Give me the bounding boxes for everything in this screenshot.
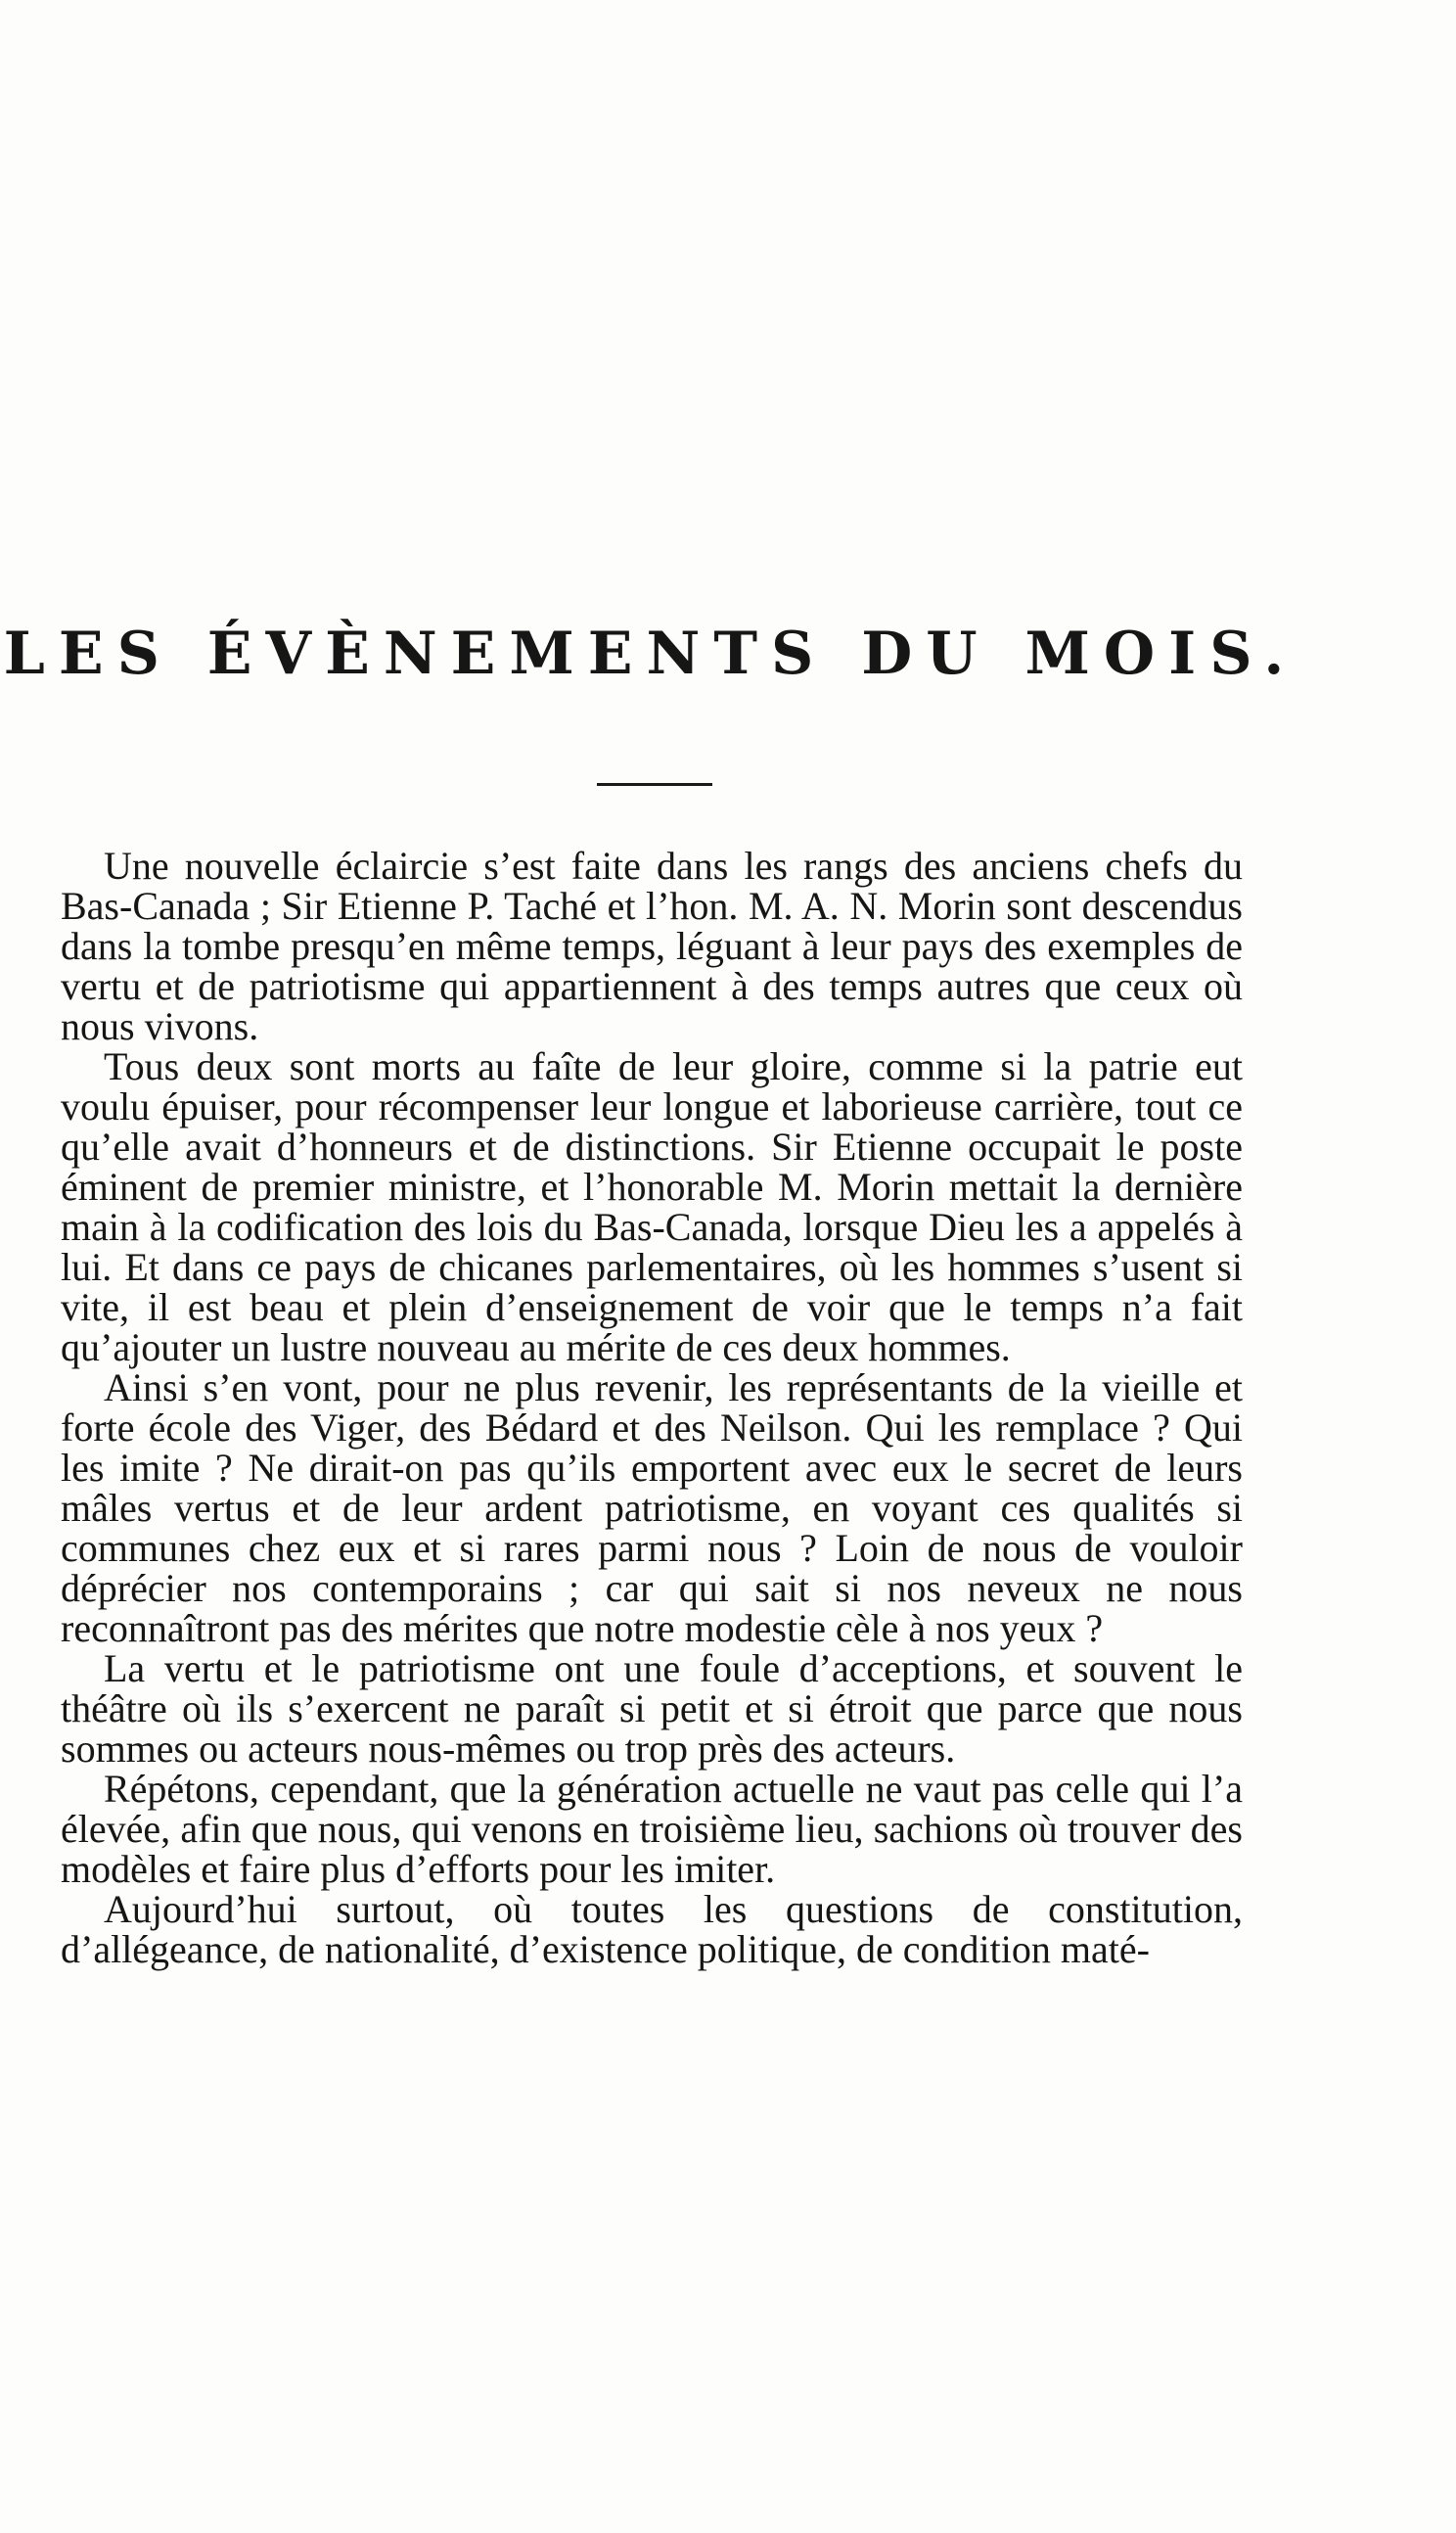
paragraph: Ainsi s’en vont, pour ne plus revenir, les représentants de la vieille et forte école des Viger, des Bédard et des Neilson. Qui les remplace ? Qui les imite ? Ne dirait-on pas qu’ils emportent avec eux le secret de leurs mâles vertus et de leur ardent patriotisme, en voyant ces qualités si communes chez eux et si rares parmi nous ? Loin de nous de vouloir déprécier nos contemporains ; car qui sait si nos neveux ne nous reconnaîtront pas des mérites que notre modestie cèle à nos yeux ?	[61, 1365, 1243, 1650]
article-body	[61, 846, 1243, 1969]
title-divider	[597, 783, 712, 786]
article-title: LES ÉVÈNEMENTS DU MOIS.	[3, 620, 1298, 688]
paragraph: La vertu et le patriotisme ont une foule d’acceptions, et souvent le théâtre où ils s’exercent ne paraît si petit et si étroit que parce que nous sommes ou acteurs nous-mêmes ou trop près des acteurs.	[61, 1646, 1243, 1771]
paragraph: Aujourd’hui surtout, où toutes les questions de constitution, d’allégeance, de nationalité, d’existence politique, de condition maté-	[61, 1887, 1243, 1971]
paragraph: Une nouvelle éclaircie s’est faite dans les rangs des anciens chefs du Bas-Canada ; Sir Etienne P. Taché et l’hon. M. A. N. Morin sont descendus dans la tombe presqu’en même temps, léguant à leur pays des exemples de vertu et de patriotisme qui appartiennent à des temps autres que ceux où nous vivons.	[61, 844, 1243, 1048]
paragraph: Répétons, cependant, que la génération actuelle ne vaut pas celle qui l’a élevée, afin que nous, qui venons en troisième lieu, sachions où trouver des modèles et faire plus d’efforts pour les imiter.	[61, 1767, 1243, 1891]
paragraph: Tous deux sont morts au faîte de leur gloire, comme si la patrie eut voulu épuiser, pour récompenser leur longue et laborieuse carrière, tout ce qu’elle avait d’honneurs et de distinctions. Sir Etienne occupait le poste éminent de premier ministre, et l’honorable M. Morin mettait la dernière main à la codification des lois du Bas-Canada, lorsque Dieu les a appelés à lui. Et dans ce pays de chicanes parlementaires, où les hommes s’usent si vite, il est beau et plein d’enseignement de voir que le temps n’a fait qu’ajouter un lustre nouveau au mérite de ces deux hommes.	[61, 1044, 1243, 1369]
